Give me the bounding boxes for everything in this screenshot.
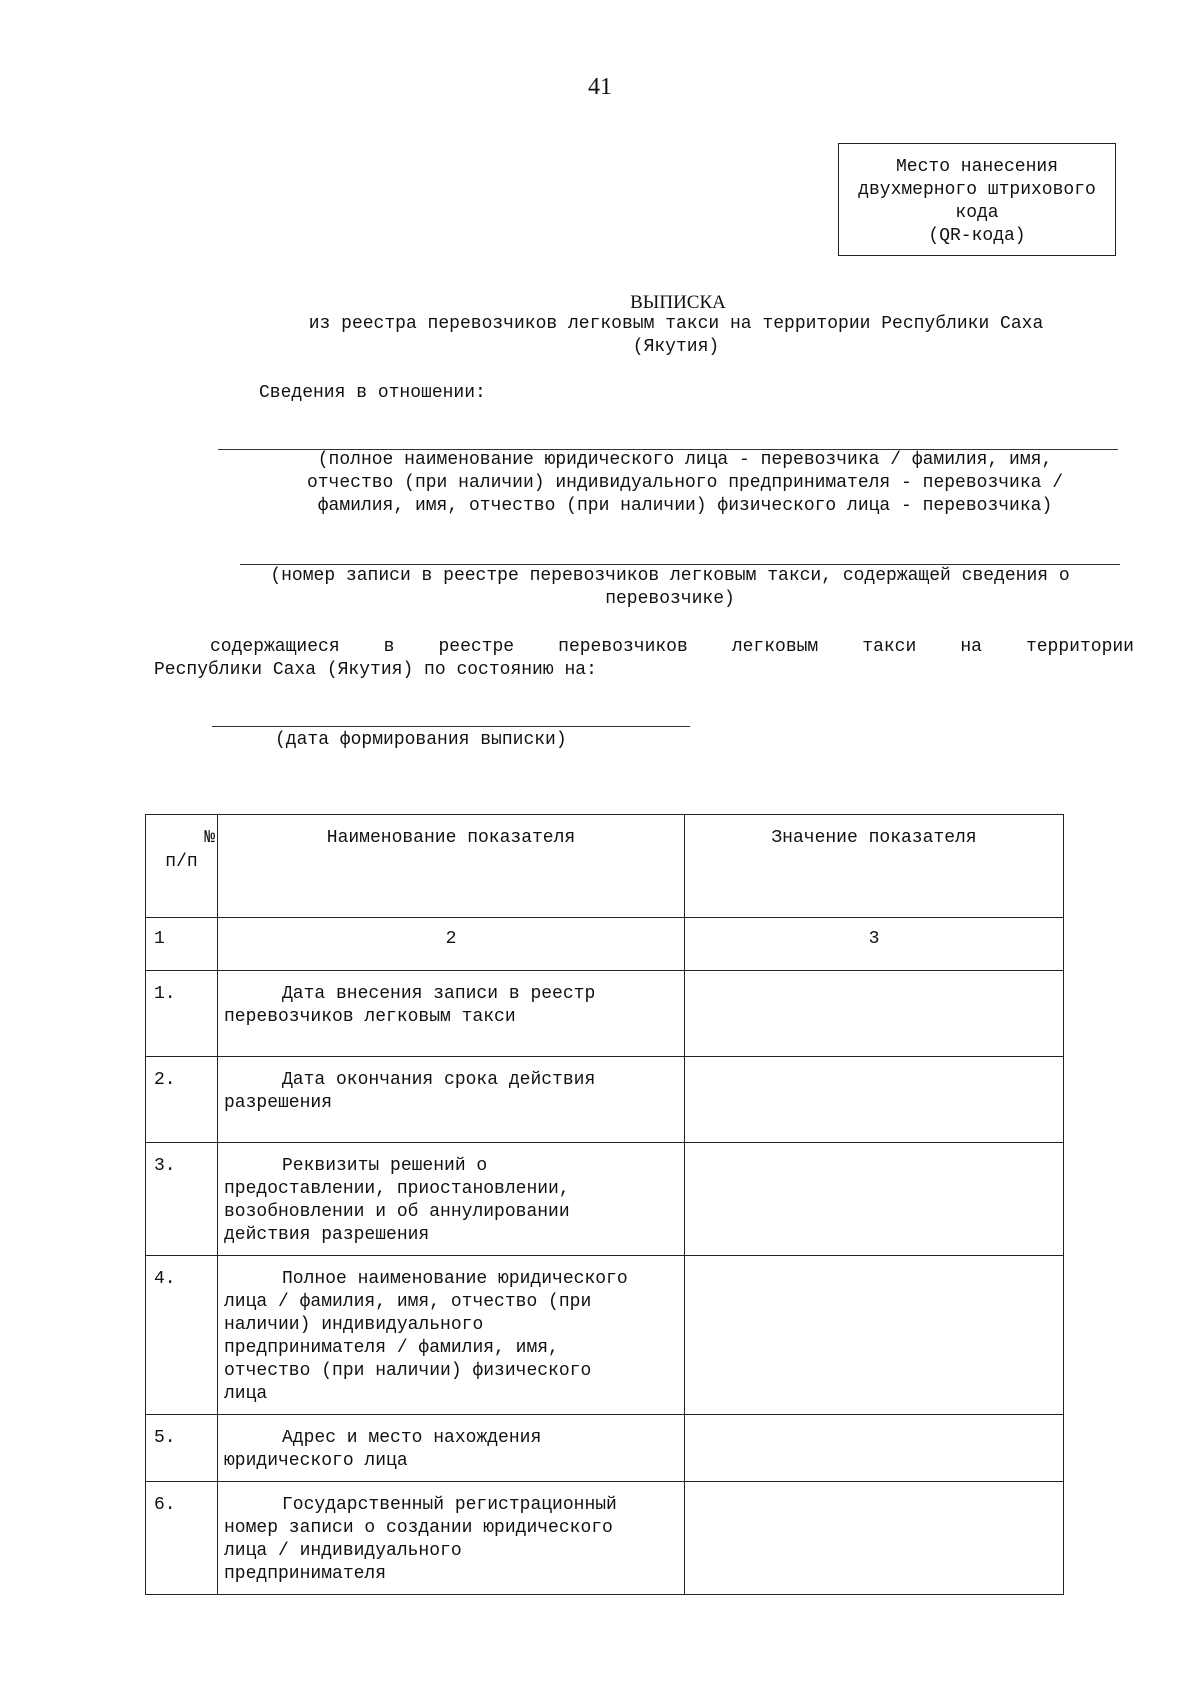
indicator-text: перевозчиков легковым такси bbox=[224, 1007, 516, 1027]
hint-line: (полное наименование юридического лица - перевозчика / фамилия, имя, bbox=[317, 450, 1053, 470]
row-number: 2. bbox=[146, 1057, 218, 1143]
indicators-table bbox=[145, 814, 1064, 1595]
qr-box-line: двухмерного штрихового bbox=[858, 180, 1096, 200]
indicator-text: предпринимателя / фамилия, имя, bbox=[224, 1338, 559, 1358]
indicator-text: лица bbox=[224, 1384, 268, 1404]
hint-line: отчество (при наличии) индивидуального предпринимателя - перевозчика / bbox=[306, 473, 1064, 493]
indicator-text: Полное наименование юридического bbox=[282, 1269, 628, 1289]
indicator-first-line bbox=[224, 1268, 678, 1291]
indicator-text: юридического лица bbox=[224, 1451, 408, 1471]
indicator-text: наличии) индивидуального bbox=[224, 1315, 484, 1335]
hint-line: перевозчике) bbox=[605, 589, 735, 609]
paragraph-word: на bbox=[960, 637, 982, 657]
table-row bbox=[146, 971, 1064, 1057]
paragraph-word: территории bbox=[1025, 637, 1134, 657]
table-index-row bbox=[146, 918, 1064, 971]
document-title: ВЫПИСКА bbox=[630, 292, 726, 313]
indicator-text: Дата внесения записи в реестр bbox=[282, 984, 596, 1004]
indicator-text: Государственный регистрационный bbox=[282, 1495, 617, 1515]
paragraph-word: реестре bbox=[438, 637, 515, 657]
row-number: 1. bbox=[146, 971, 218, 1057]
subtitle-line: из реестра перевозчиков легковым такси на территории Республики Саха bbox=[308, 314, 1044, 334]
indicator-name bbox=[218, 971, 685, 1057]
row-number: 5. bbox=[146, 1415, 218, 1482]
indicator-name bbox=[218, 1143, 685, 1256]
table-row bbox=[146, 1415, 1064, 1482]
document-subtitle bbox=[236, 313, 1116, 359]
indicator-value-cell[interactable] bbox=[685, 1482, 1064, 1595]
table-header-row bbox=[146, 815, 1064, 918]
indicator-value-cell[interactable] bbox=[685, 1256, 1064, 1415]
qr-box-line: (QR-кода) bbox=[928, 226, 1026, 246]
indicator-name bbox=[218, 1057, 685, 1143]
name-field-hint bbox=[250, 449, 1120, 518]
date-blank-line bbox=[212, 726, 690, 727]
indicator-first-line bbox=[224, 1427, 678, 1450]
indicator-text: лица / фамилия, имя, отчество (при bbox=[224, 1292, 592, 1312]
indicator-name bbox=[218, 1415, 685, 1482]
indicator-text: Адрес и место нахождения bbox=[282, 1428, 542, 1448]
indicator-first-line bbox=[224, 1069, 678, 1092]
paragraph-word: содержащиеся bbox=[210, 637, 340, 657]
qr-box-line: кода bbox=[955, 203, 999, 223]
record-number-hint bbox=[210, 565, 1130, 611]
indicator-value-cell[interactable] bbox=[685, 1143, 1064, 1256]
header-number bbox=[146, 815, 218, 918]
hint-line: фамилия, имя, отчество (при наличии) физического лица - перевозчика) bbox=[317, 496, 1053, 516]
header-indicator-value: Значение показателя bbox=[685, 815, 1064, 918]
paragraph-word: легковым bbox=[731, 637, 819, 657]
header-number-sign: № bbox=[204, 828, 215, 848]
indicator-text: предоставлении, приостановлении, bbox=[224, 1179, 570, 1199]
hint-line: (номер записи в реестре перевозчиков легковым такси, содержащей сведения о bbox=[270, 566, 1070, 586]
column-index: 2 bbox=[218, 918, 685, 971]
row-number: 3. bbox=[146, 1143, 218, 1256]
indicator-name bbox=[218, 1482, 685, 1595]
qr-code-placeholder-box bbox=[838, 143, 1116, 256]
indicator-text: возобновлении и об аннулировании bbox=[224, 1202, 570, 1222]
indicator-value-cell[interactable] bbox=[685, 971, 1064, 1057]
indicator-first-line bbox=[224, 1155, 678, 1178]
paragraph-line bbox=[154, 636, 1134, 659]
indicator-text: отчество (при наличии) физического bbox=[224, 1361, 592, 1381]
statement-paragraph bbox=[154, 636, 1134, 682]
row-number: 4. bbox=[146, 1256, 218, 1415]
indicator-text: Дата окончания срока действия bbox=[282, 1070, 596, 1090]
row-number: 6. bbox=[146, 1482, 218, 1595]
indicator-value-cell[interactable] bbox=[685, 1057, 1064, 1143]
table-row bbox=[146, 1057, 1064, 1143]
header-number-label: п/п bbox=[165, 852, 198, 872]
intro-label: Сведения в отношении: bbox=[259, 383, 486, 403]
subtitle-line: (Якутия) bbox=[632, 337, 720, 357]
paragraph-word: такси bbox=[862, 637, 917, 657]
page-number: 41 bbox=[588, 74, 612, 100]
indicator-value-cell[interactable] bbox=[685, 1415, 1064, 1482]
indicator-text: лица / индивидуального bbox=[224, 1541, 462, 1561]
column-index: 1 bbox=[146, 918, 218, 971]
indicator-text: действия разрешения bbox=[224, 1225, 430, 1245]
paragraph-line: Республики Саха (Якутия) по состоянию на: bbox=[154, 660, 597, 680]
indicator-text: разрешения bbox=[224, 1093, 333, 1113]
column-index: 3 bbox=[685, 918, 1064, 971]
indicator-text: предпринимателя bbox=[224, 1564, 387, 1584]
indicator-text: Реквизиты решений о bbox=[282, 1156, 488, 1176]
indicator-first-line bbox=[224, 983, 678, 1006]
paragraph-word: перевозчиков bbox=[558, 637, 688, 657]
table-row bbox=[146, 1482, 1064, 1595]
header-indicator-name: Наименование показателя bbox=[218, 815, 685, 918]
table-row bbox=[146, 1256, 1064, 1415]
paragraph-word: в bbox=[383, 637, 395, 657]
qr-box-line: Место нанесения bbox=[895, 157, 1059, 177]
indicator-first-line bbox=[224, 1494, 678, 1517]
table-row bbox=[146, 1143, 1064, 1256]
date-field-hint: (дата формирования выписки) bbox=[275, 730, 567, 750]
indicator-name bbox=[218, 1256, 685, 1415]
indicator-text: номер записи о создании юридического bbox=[224, 1518, 613, 1538]
